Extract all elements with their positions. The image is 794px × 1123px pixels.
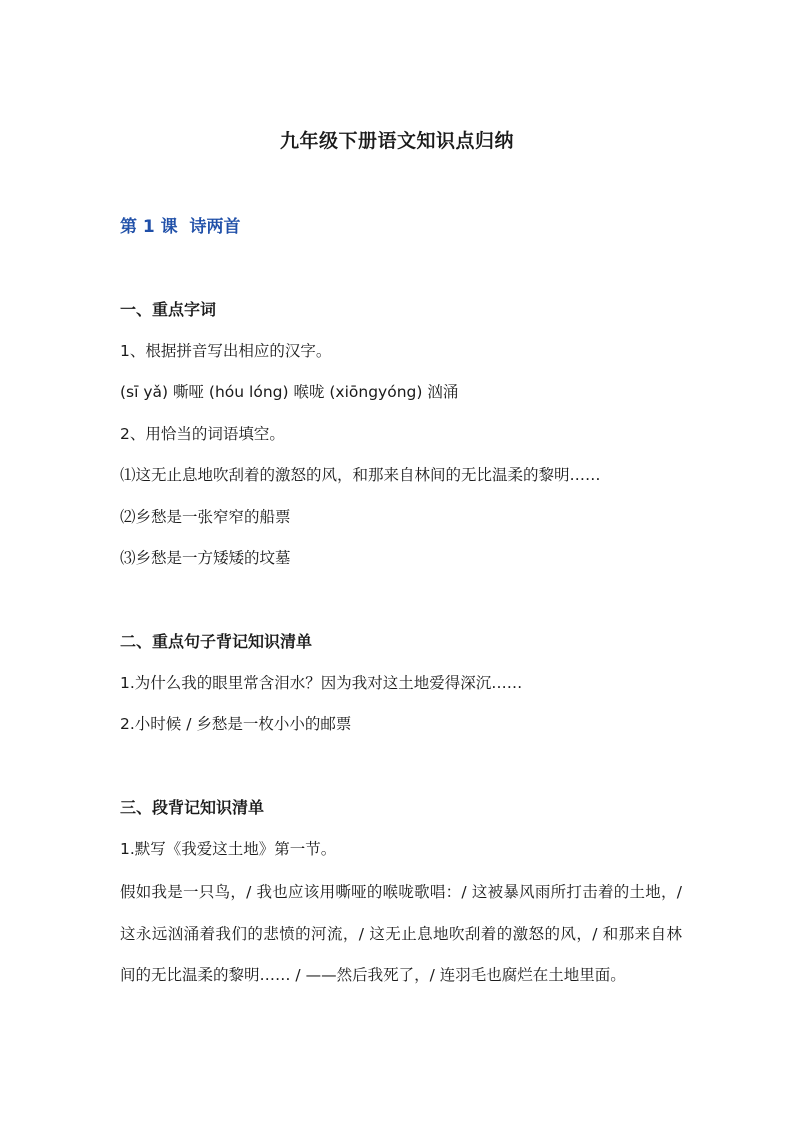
- fill-in-line-3: ⑶乡愁是一方矮矮的坟墓: [120, 549, 291, 567]
- key-sentence-1: 1.为什么我的眼里常含泪水？因为我对这土地爱得深沉……: [120, 674, 523, 692]
- section-heading-paragraph-recitation: 三、段背记知识清单: [120, 798, 265, 817]
- recitation-paragraph: 假如我是一只鸟，/ 我也应该用嘶哑的喉咙歌唱：/ 这被暴风雨所打击着的土地，/ 这永远汹涌着我们的悲愤的河流，/ 这无止息地吹刮着的激怒的风，/ 和那来自林间的无比温柔的黎明…… / ——然后我死了，/ 连羽毛也腐烂在土地里面。: [120, 883, 682, 984]
- section3-item1-label: 1.默写《我爱这土地》第一节。: [120, 840, 337, 858]
- fill-in-line-2: ⑵乡愁是一张窄窄的船票: [120, 508, 291, 526]
- section-heading-key-sentences: 二、重点句子背记知识清单: [120, 632, 313, 651]
- document-title: 九年级下册语文知识点归纳: [279, 130, 514, 152]
- lesson-title: 第 1 课 诗两首: [120, 217, 241, 237]
- section-heading-key-words: 一、重点字词: [120, 300, 217, 319]
- section1-item1-label: 1、根据拼音写出相应的汉字。: [120, 342, 332, 360]
- key-sentence-2: 2.小时候 / 乡愁是一枚小小的邮票: [120, 715, 352, 733]
- pinyin-line: (sī yǎ) 嘶哑 (hóu lóng) 喉咙 (xiōngyóng) 汹涌: [120, 383, 459, 401]
- fill-in-line-1: ⑴这无止息地吹刮着的激怒的风，和那来自林间的无比温柔的黎明……: [120, 466, 601, 484]
- section1-item2-label: 2、用恰当的词语填空。: [120, 425, 285, 443]
